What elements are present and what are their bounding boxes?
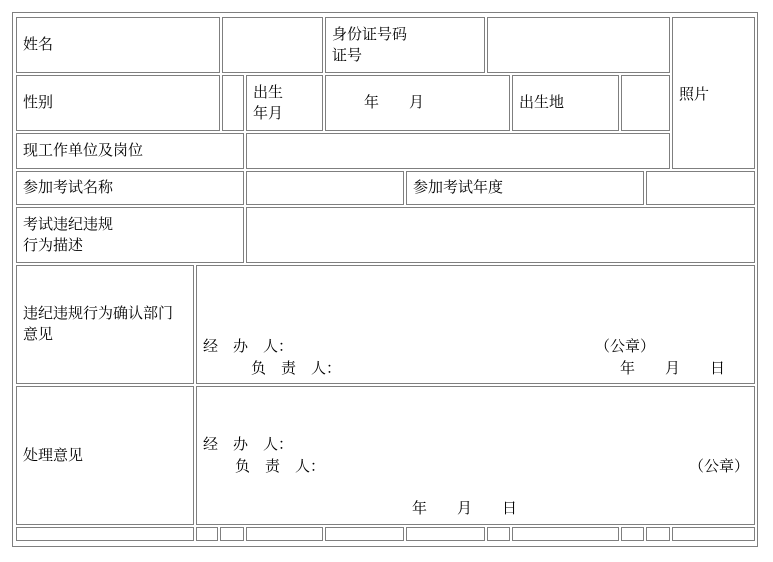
- gender-label: 性别: [23, 93, 54, 111]
- exam-name-label: 参加考试名称: [23, 178, 114, 196]
- exam-year-label-cell: [406, 171, 644, 205]
- birth-label-cell: [246, 75, 323, 131]
- spacer-cell: [220, 527, 244, 541]
- birthplace-label-cell: [512, 75, 619, 131]
- dept-opinion-label-cell: [16, 265, 194, 384]
- exam-year-value-cell[interactable]: [646, 171, 755, 205]
- handling-opinion-cell[interactable]: [196, 386, 755, 525]
- dept-date: 年 月 日: [620, 359, 726, 377]
- gender-label-cell: [16, 75, 220, 131]
- dept-opinion-label-line2: 意见: [23, 325, 54, 343]
- id-number-label-cell: [325, 17, 485, 73]
- handling-opinion-label: 处理意见: [23, 446, 84, 464]
- spacer-cell: [406, 527, 485, 541]
- spacer-cell: [487, 527, 510, 541]
- dept-opinion-cell[interactable]: [196, 265, 755, 384]
- violation-label-cell: [16, 207, 244, 263]
- id-number-value-cell[interactable]: [487, 17, 670, 73]
- work-unit-value-cell[interactable]: [246, 133, 670, 169]
- violation-label-line1: 考试违纪违规: [23, 215, 114, 233]
- gender-value-cell[interactable]: [222, 75, 244, 131]
- exam-year-label: 参加考试年度: [413, 178, 504, 196]
- birth-date-cell[interactable]: [325, 75, 510, 131]
- spacer-cell: [246, 527, 323, 541]
- violation-label-line2: 行为描述: [23, 236, 84, 254]
- exam-name-label-cell: [16, 171, 244, 205]
- exam-violation-form: [12, 12, 758, 547]
- dept-responsible-label: 负 责 人：: [251, 359, 342, 377]
- name-label-cell: [16, 17, 220, 73]
- work-unit-label: 现工作单位及岗位: [23, 141, 144, 159]
- name-value-cell[interactable]: [222, 17, 323, 73]
- exam-name-value-cell[interactable]: [246, 171, 404, 205]
- spacer-cell: [16, 527, 194, 541]
- handling-handler-label: 经 办 人：: [203, 435, 294, 453]
- spacer-cell: [646, 527, 670, 541]
- dept-seal-label: （公章）: [595, 337, 656, 355]
- handling-seal-label: （公章）: [689, 457, 750, 475]
- violation-description-cell[interactable]: [246, 207, 755, 263]
- spacer-cell: [621, 527, 644, 541]
- work-unit-label-cell: [16, 133, 244, 169]
- photo-label: 照片: [679, 85, 710, 103]
- spacer-cell: [512, 527, 619, 541]
- spacer-cell: [672, 527, 755, 541]
- birth-label-line1: 出生: [253, 83, 284, 101]
- spacer-cell: [325, 527, 404, 541]
- birth-year-month: 年 月: [364, 93, 425, 111]
- birth-label-line2: 年月: [253, 104, 284, 122]
- handling-date: 年 月 日: [412, 499, 518, 517]
- photo-cell[interactable]: [672, 17, 755, 169]
- birthplace-value-cell[interactable]: [621, 75, 670, 131]
- id-number-label-line2: 证号: [332, 46, 363, 64]
- birthplace-label: 出生地: [519, 93, 565, 111]
- dept-handler-label: 经 办 人：: [203, 337, 294, 355]
- spacer-cell: [196, 527, 218, 541]
- id-number-label-line1: 身份证号码: [332, 25, 408, 43]
- name-label: 姓名: [23, 35, 54, 53]
- handling-opinion-label-cell: [16, 386, 194, 525]
- handling-responsible-label: 负 责 人：: [235, 457, 326, 475]
- dept-opinion-label-line1: 违纪违规行为确认部门: [23, 304, 174, 322]
